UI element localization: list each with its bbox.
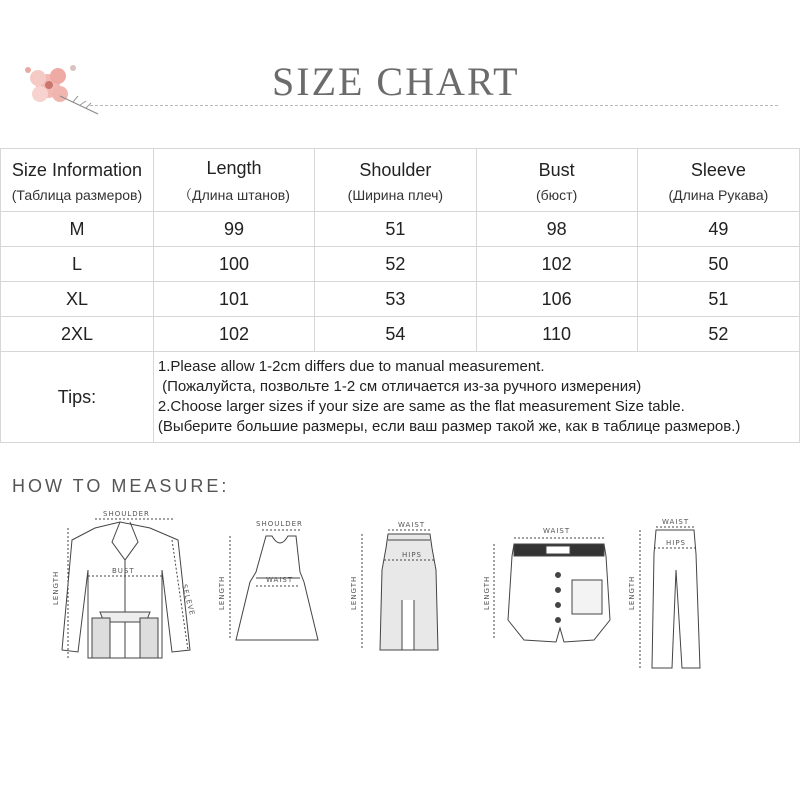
tip-line: (Пожалуйста, позвольте 1-2 см отличается из-за ручного измерения) [157,378,642,395]
cell-size: L [1,247,154,282]
table-row [1,282,800,317]
table-row [1,212,800,247]
cell-length: 101 [153,282,314,317]
cell-length: 102 [153,317,314,352]
skirt-illustration [362,530,438,650]
skirt-waist-label: WAIST [398,521,426,529]
shorts-illustration [494,538,610,642]
skirt-hips-label: HIPS [402,551,422,559]
cell-bust: 106 [476,282,637,317]
pants-waist-label: WAIST [662,518,690,526]
cell-shoulder: 52 [315,247,476,282]
cell-sleeve: 49 [637,212,799,247]
jacket-sleeve-label: SELEVE [180,583,197,617]
tip-line: 1.Please allow 1-2cm differs due to manual measurement. [157,358,545,375]
shorts-waist-label: WAIST [543,527,571,535]
flower-decoration-icon [18,60,108,120]
pants-length-label: LENGTH [628,575,636,610]
tip-line: (Выберите большие размеры, если ваш размер такой же, как в таблице размеров.) [157,418,741,435]
cell-size: 2XL [1,317,154,352]
how-to-measure-title: HOW TO MEASURE: [12,476,230,496]
cell-length: 100 [153,247,314,282]
header-shoulder: Shoulder (Ширина плеч) [315,149,476,212]
dress-length-label: LENGTH [218,575,226,610]
tips-label: Tips: [1,352,154,443]
cell-bust: 110 [476,317,637,352]
tip-line: 2.Choose larger sizes if your size are same as the flat measurement Size table. [157,398,685,415]
cell-sleeve: 52 [637,317,799,352]
size-table [0,148,800,443]
table-row [1,317,800,352]
jacket-bust-label: BUST [112,567,135,575]
table-header-row [1,149,800,212]
dress-illustration [230,530,318,640]
jacket-length-label: LENGTH [52,570,60,605]
jacket-illustration [62,519,190,658]
cell-size: M [1,212,154,247]
skirt-length-label: LENGTH [350,575,358,610]
header-size-info: Size Information (Таблица размеров) [1,149,154,212]
jacket-shoulder-label: SHOULDER [103,510,150,518]
cell-bust: 98 [476,212,637,247]
header [0,0,800,130]
pants-hips-label: HIPS [666,539,686,547]
dress-shoulder-label: SHOULDER [256,520,303,528]
cell-bust: 102 [476,247,637,282]
cell-sleeve: 50 [637,247,799,282]
shorts-length-label: LENGTH [483,575,491,610]
dress-waist-label: WAIST [266,576,294,584]
header-length: Length （Длина штанов) [153,149,314,212]
table-row [1,247,800,282]
pants-illustration [640,527,700,668]
cell-size: XL [1,282,154,317]
header-bust: Bust (бюст) [476,149,637,212]
cell-shoulder: 51 [315,212,476,247]
cell-shoulder: 54 [315,317,476,352]
cell-length: 99 [153,212,314,247]
measurement-illustrations [0,500,800,680]
divider [90,105,778,106]
cell-shoulder: 53 [315,282,476,317]
page-title: SIZE CHART [272,59,520,104]
tips-text [153,352,799,443]
tips-row [1,352,800,443]
header-sleeve: Sleeve (Длина Рукава) [637,149,799,212]
cell-sleeve: 51 [637,282,799,317]
